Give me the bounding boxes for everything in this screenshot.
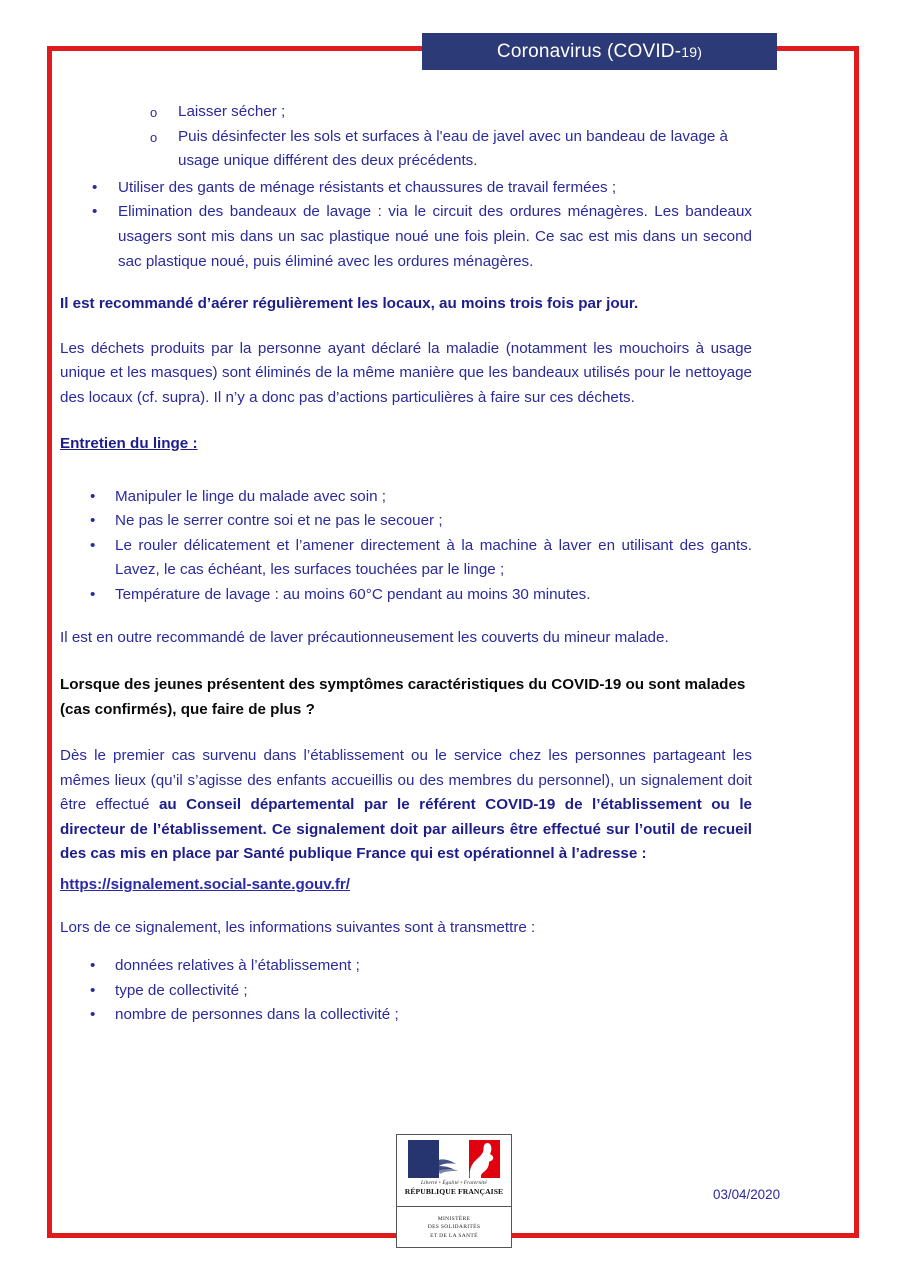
document-date: 03/04/2020 — [713, 1187, 781, 1202]
disc-marker-icon: • — [90, 487, 96, 505]
ministry-line-3: ET DE LA SANTÉ — [430, 1232, 478, 1239]
ministry-text-block — [428, 1215, 481, 1240]
bullet-list-top — [60, 176, 752, 274]
list-item-label: type de collectivité ; — [115, 981, 248, 999]
disc-marker-icon: • — [90, 981, 96, 999]
list-item — [60, 534, 752, 583]
reporting-paragraph-bold: au Conseil départemental par le référent COVID-19 de l’établissement ou le directeur de l’établissement. Ce signalement doit par ailleurs être effectué sur l’outil de recueil des cas mis en place par Santé publique France qui est opérationnel à l’adresse : — [60, 796, 752, 863]
disc-marker-icon: • — [92, 203, 98, 221]
list-item — [60, 485, 752, 510]
list-item-label: Laisser sécher ; — [178, 103, 286, 120]
page-title-suffix: 19) — [681, 43, 703, 60]
list-item — [150, 125, 752, 174]
list-item-label: Puis désinfecter les sols et surfaces à l'eau de javel avec un bandeau de lavage à usage unique différent des deux précédents. — [178, 127, 728, 170]
list-item — [60, 583, 752, 608]
symptoms-question-heading: Lorsque des jeunes présentent des symptômes caractéristiques du COVID-19 ou sont malades (cas confirmés), que faire de plus ? — [60, 676, 746, 719]
reporting-paragraph — [60, 744, 752, 867]
ministry-line-2: DES SOLIDARITÉS — [427, 1224, 481, 1231]
list-item-label: Le rouler délicatement et l’amener directement à la machine à laver en utilisant des gants. Lavez, le cas échéant, les surfaces touchées par le linge ; — [115, 536, 752, 579]
waste-paragraph: Les déchets produits par la personne ayant déclaré la maladie (notamment les mouchoirs à usage unique et les masques) sont éliminés de la même manière que les bandeaux utilisés pour le nettoyage des locaux (cf. supra). Il n’y a donc pas d’actions particulières à faire sur ces déchets. — [60, 339, 752, 406]
list-item-label: données relatives à l’établissement ; — [115, 957, 360, 975]
logo-top-section — [397, 1135, 511, 1207]
list-item — [60, 176, 752, 201]
republique-francaise-logo — [396, 1134, 512, 1248]
circle-marker-icon: o — [150, 105, 158, 120]
list-item-label: nombre de personnes dans la collectivité ; — [115, 1006, 399, 1024]
reporting-info-bullet-list — [60, 954, 752, 1028]
french-flag-marianne-icon — [408, 1140, 500, 1178]
list-item-label: Ne pas le serrer contre soi et ne pas le secouer ; — [115, 512, 443, 530]
list-item — [60, 1003, 752, 1028]
logo-devise-text: Liberté • Égalité • Fraternité — [420, 1180, 488, 1186]
document-body — [60, 100, 752, 1028]
disc-marker-icon: • — [90, 512, 96, 530]
header-banner — [422, 33, 777, 70]
aeration-recommendation: Il est recommandé d’aérer régulièrement les locaux, au moins trois fois par jour. — [60, 295, 639, 313]
list-item — [150, 100, 752, 125]
cutlery-paragraph: Il est en outre recommandé de laver précautionneusement les couverts du mineur malade. — [60, 628, 669, 646]
list-item — [60, 200, 752, 274]
reporting-paragraph-regular: Dès le premier cas survenu dans l’établissement ou le service chez les personnes partageant les mêmes lieux (qu’il s’agisse des enfants accueillis ou des membres du personnel), un signalement doit être effectué — [60, 747, 752, 814]
marianne-profile-icon — [408, 1140, 500, 1178]
circle-marker-icon: o — [150, 129, 158, 145]
disc-marker-icon: • — [92, 178, 98, 196]
list-item-label: Manipuler le linge du malade avec soin ; — [115, 487, 387, 505]
disc-marker-icon: • — [90, 536, 96, 554]
signalement-link[interactable]: https://signalement.social-sante.gouv.fr/ — [60, 876, 351, 894]
list-item — [60, 954, 752, 979]
list-item-label: Elimination des bandeaux de lavage : via le circuit des ordures ménagères. Les bandeaux usagers sont mis dans un sac plastique noué une fois plein. Ce sac est mis dans un second sac plastique noué, puis éliminé avec les ordures ménagères. — [118, 203, 752, 270]
page-title-main: Coronavirus (COVID- — [496, 40, 682, 62]
sub-bullet-list-top — [60, 100, 752, 174]
list-item-label: Température de lavage : au moins 60°C pendant au moins 30 minutes. — [115, 585, 591, 603]
logo-ministry-section — [397, 1207, 511, 1248]
disc-marker-icon: • — [90, 1006, 96, 1024]
disc-marker-icon: • — [90, 585, 96, 603]
disc-marker-icon: • — [90, 957, 96, 975]
list-item-label: Utiliser des gants de ménage résistants et chaussures de travail fermées ; — [118, 178, 617, 196]
list-item — [60, 979, 752, 1004]
laundry-bullet-list — [60, 485, 752, 608]
logo-republic-text: RÉPUBLIQUE FRANÇAISE — [404, 1187, 504, 1196]
ministry-line-1: MINISTÈRE — [437, 1215, 471, 1222]
laundry-section-heading: Entretien du linge : — [60, 434, 198, 452]
list-item — [60, 509, 752, 534]
reporting-info-intro: Lors de ce signalement, les informations suivantes sont à transmettre : — [60, 918, 536, 936]
page-title — [497, 41, 702, 63]
reporting-link-line — [60, 873, 752, 898]
laundry-heading-wrapper — [60, 433, 752, 471]
